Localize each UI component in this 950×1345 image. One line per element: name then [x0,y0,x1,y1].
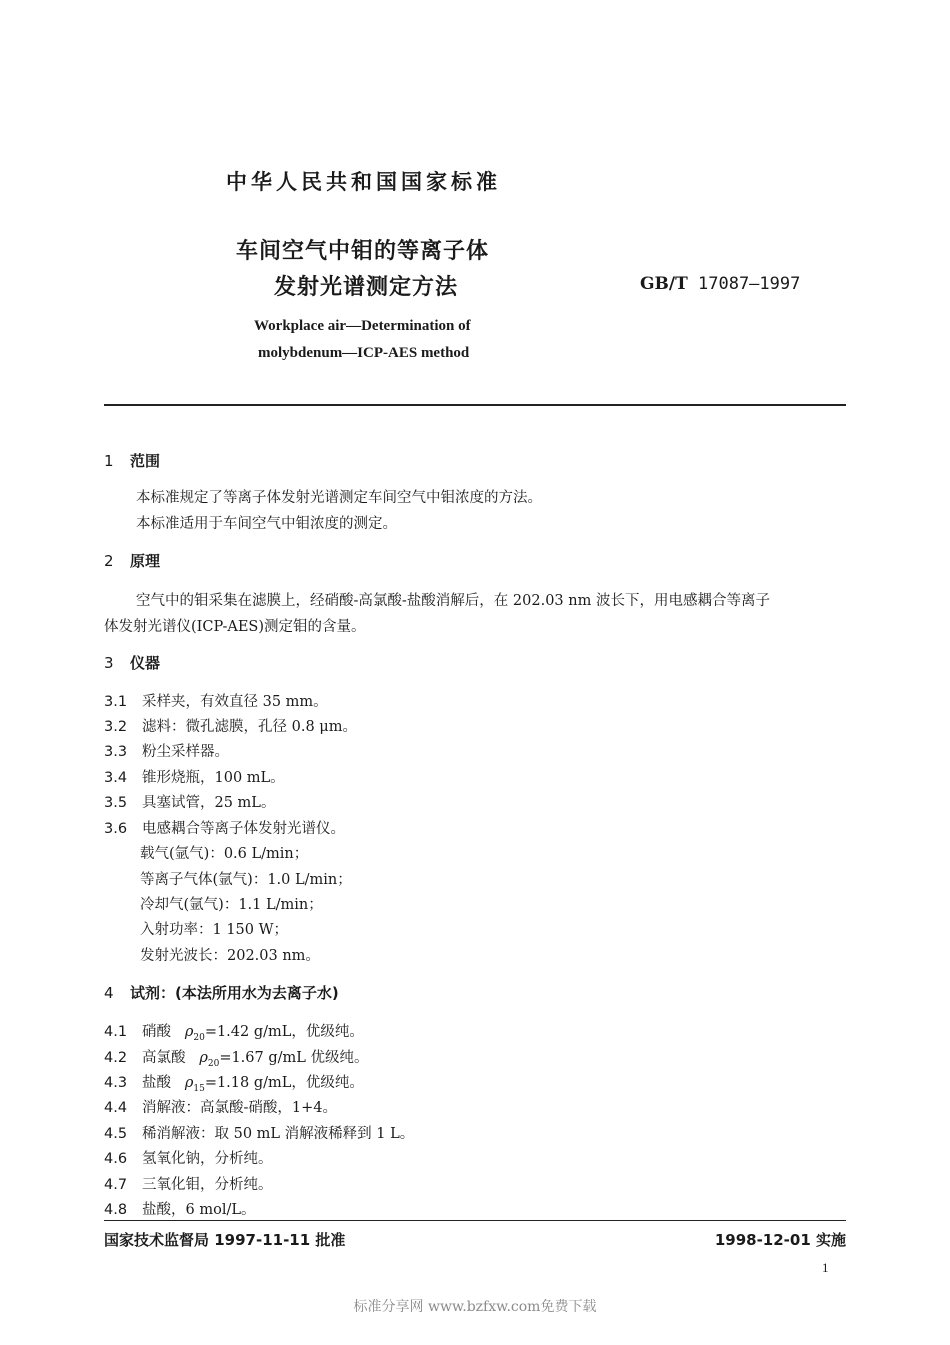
title-line-1: 车间空气中钼的等离子体 [236,239,490,264]
instrument-parameter: 载气(氩气)：0.6 L/min； [140,846,309,862]
list-item [104,1173,273,1194]
reagent-name: 硝酸 [142,1024,171,1040]
density-symbol: ρ [184,1024,194,1040]
item-number: 3.3 [104,744,128,760]
item-number: 4.8 [104,1202,128,1218]
section-1-title: 范围 [130,452,161,470]
list-item [104,715,357,736]
item-text: 采样夹，有效直径 35 mm。 [142,694,328,710]
section-2-title: 原理 [130,552,161,570]
item-text: 盐酸，6 mol/L。 [142,1202,256,1218]
section-1-heading [104,450,160,471]
item-number: 4.3 [104,1075,128,1091]
section-2-heading [104,550,160,571]
item-number: 3.4 [104,770,128,786]
list-item [104,1096,337,1117]
item-text: 消解液：高氯酸-硝酸，1+4。 [142,1100,337,1116]
standard-code-number: 17087—1997 [698,274,801,294]
section-2-paragraph-line-2: 体发射光谱仪(ICP-AES)测定钼的含量。 [104,619,366,635]
item-number: 4.2 [104,1050,128,1066]
list-item [104,1071,364,1094]
implementation-date: 1998-12-01 实施 [714,1231,846,1249]
list-item [104,791,275,812]
instrument-parameter: 发射光波长：202.03 nm。 [140,948,320,964]
list-item [104,766,285,787]
reagent-value: =1.18 g/mL，优级纯。 [204,1075,364,1091]
instrument-parameter: 冷却气(氩气)：1.1 L/min； [140,897,323,913]
item-number: 3.1 [104,694,128,710]
national-standard-label: 中华人民共和国国家标准 [226,170,501,194]
reagent-value: =1.67 g/mL 优级纯。 [219,1050,369,1066]
list-item [104,1122,414,1143]
item-text: 三氧化钼，分析纯。 [142,1177,273,1193]
item-number: 4.6 [104,1151,128,1167]
list-item [104,1020,364,1043]
section-2-number: 2 [104,552,114,570]
approval-date: 国家技术监督局 1997-11-11 批准 [104,1231,346,1249]
title-line-2: 发射光谱测定方法 [274,275,459,300]
density-symbol: ρ [184,1075,194,1091]
item-text: 粉尘采样器。 [142,744,229,760]
item-text: 稀消解液：取 50 mL 消解液稀释到 1 L。 [142,1126,415,1142]
standard-code-prefix: GB/T [640,274,688,294]
section-3-heading [104,652,160,673]
english-title-line-1: Workplace air—Determination of [254,318,471,334]
english-title-line-2: molybdenum—ICP-AES method [258,345,470,361]
density-temperature: 15 [193,1083,205,1094]
list-item [104,1046,369,1069]
section-4-heading [104,982,339,1003]
density-temperature: 20 [207,1058,220,1069]
section-4-number: 4 [104,984,114,1002]
section-3-title: 仪器 [130,654,161,672]
item-number: 3.2 [104,719,128,735]
item-number: 4.5 [104,1126,128,1142]
item-number: 3.5 [104,795,128,811]
header-divider [104,404,846,406]
standard-code [640,274,800,294]
item-text: 氢氧化钠，分析纯。 [142,1151,273,1167]
density-symbol: ρ [199,1050,208,1066]
section-1-number: 1 [104,452,114,470]
item-number: 3.6 [104,821,128,837]
section-1-paragraph-2: 本标准适用于车间空气中钼浓度的测定。 [136,516,397,532]
list-item [104,740,229,761]
section-2-paragraph-line-1: 空气中的钼采集在滤膜上，经硝酸-高氯酸-盐酸消解后，在 202.03 nm 波长下，用电感耦合等离子 [136,593,770,609]
item-text: 锥形烧瓶，100 mL。 [142,770,285,786]
list-item [104,817,345,838]
reagent-name: 高氯酸 [142,1050,186,1066]
list-item [104,1198,255,1219]
instrument-parameter: 入射功率：1 150 W； [140,922,289,938]
item-number: 4.1 [104,1024,128,1040]
section-3-number: 3 [104,654,114,672]
item-text: 电感耦合等离子体发射光谱仪。 [142,821,345,837]
reagent-name: 盐酸 [142,1075,171,1091]
item-number: 4.4 [104,1100,128,1116]
list-item [104,1147,273,1168]
page-number: 1 [822,1260,829,1275]
section-1-paragraph-1: 本标准规定了等离子体发射光谱测定车间空气中钼浓度的方法。 [136,490,542,506]
reagent-value: =1.42 g/mL，优级纯。 [204,1024,364,1040]
item-number: 4.7 [104,1177,128,1193]
list-item [104,690,328,711]
density-temperature: 20 [193,1032,205,1043]
section-4-title: 试剂：(本法所用水为去离子水) [130,984,339,1002]
instrument-parameter: 等离子气体(氩气)：1.0 L/min； [140,872,352,888]
watermark-text: 标准分享网 www.bzfxw.com免费下载 [353,1299,597,1315]
footer-divider [104,1220,846,1221]
item-text: 具塞试管，25 mL。 [142,795,276,811]
item-text: 滤料：微孔滤膜，孔径 0.8 μm。 [142,719,357,735]
